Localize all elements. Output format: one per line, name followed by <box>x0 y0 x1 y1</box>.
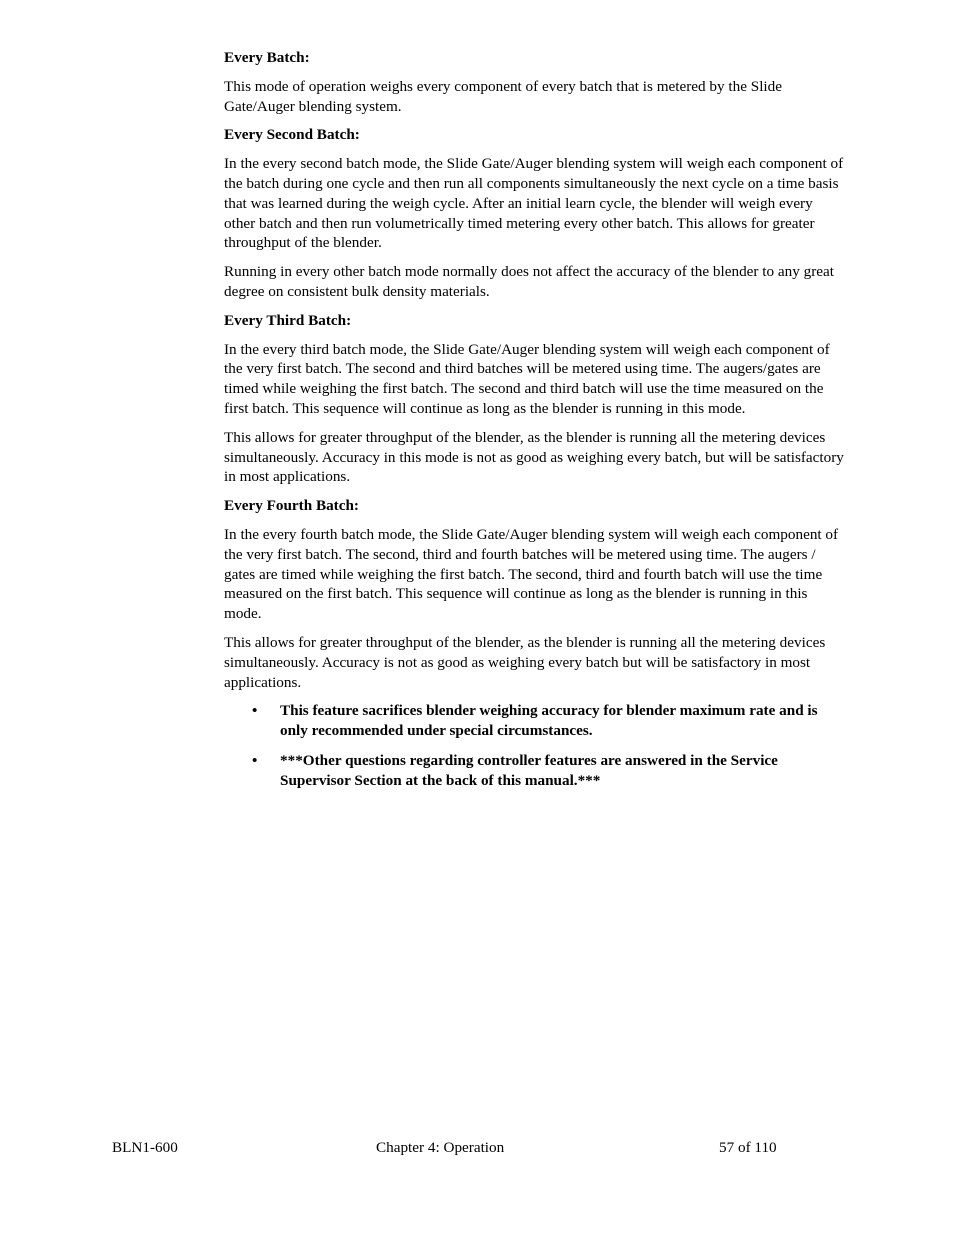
bullet-icon: • <box>252 702 258 720</box>
section-paragraph: In the every third batch mode, the Slide Gate/Auger blending system will weigh each component of the very first batch. The second and third batches will be metered using time. The augers/gates are timed while weighing the first batch. The second and third batch will use the time measured on the first batch. This sequence will continue as long as the blender is running in this mode. <box>224 340 830 417</box>
section-heading: Every Third Batch: <box>224 311 352 329</box>
section-paragraph: This allows for greater throughput of the blender, as the blender is running all the metering devices simultaneously. Accuracy is not as good as weighing every batch but will be satisfactory in most applications. <box>224 633 826 691</box>
document-body <box>224 48 844 801</box>
note-bullet-list <box>224 701 844 790</box>
bullet-icon: • <box>252 751 258 769</box>
section-heading: Every Second Batch: <box>224 126 360 144</box>
bullet-text: This feature sacrifices blender weighing accuracy for blender maximum rate and is only recommended under special circumstances. <box>280 702 818 740</box>
section-paragraph: This allows for greater throughput of the blender, as the blender is running all the metering devices simultaneously. Accuracy in this mode is not as good as weighing every batch, but will be satisfactory in most applications. <box>224 428 844 486</box>
section-heading: Every Fourth Batch: <box>224 497 359 515</box>
section-heading: Every Batch: <box>224 49 310 66</box>
footer-doc-id: BLN1-600 <box>112 1139 178 1156</box>
footer-chapter: Chapter 4: Operation <box>376 1139 505 1156</box>
section-every-third-batch <box>224 311 844 487</box>
section-paragraph: In the every fourth batch mode, the Slide Gate/Auger blending system will weigh each component of the very first batch. The second, third and fourth batches will be metered using time. The augers / gates are timed while weighing the first batch. The second, third and fourth batch will use the time measured on the first batch. This sequence will continue as long as the blender is running in this mode. <box>224 525 839 623</box>
section-paragraph: In the every second batch mode, the Slide Gate/Auger blending system will weigh each component of the batch during one cycle and then run all components simultaneously the next cycle on a time basis that was learned during the weigh cycle. After an initial learn cycle, the blender will weigh every other batch and then run volumetrically timed metering every other batch. This allows for greater throughput of the blender. <box>224 155 844 252</box>
bullet-item <box>224 701 844 741</box>
footer-page-number: 57 of 110 <box>719 1139 777 1156</box>
section-every-fourth-batch <box>224 496 844 692</box>
section-every-second-batch <box>224 125 844 301</box>
section-paragraph: This mode of operation weighs every component of every batch that is metered by the Slide Gate/Auger blending system. <box>224 77 782 115</box>
section-every-batch <box>224 48 844 116</box>
bullet-item <box>224 751 844 791</box>
section-paragraph: Running in every other batch mode normally does not affect the accuracy of the blender to any great degree on consistent bulk density materials. <box>224 263 834 300</box>
bullet-text: ***Other questions regarding controller features are answered in the Service Supervisor Section at the back of this manual.*** <box>280 751 778 789</box>
